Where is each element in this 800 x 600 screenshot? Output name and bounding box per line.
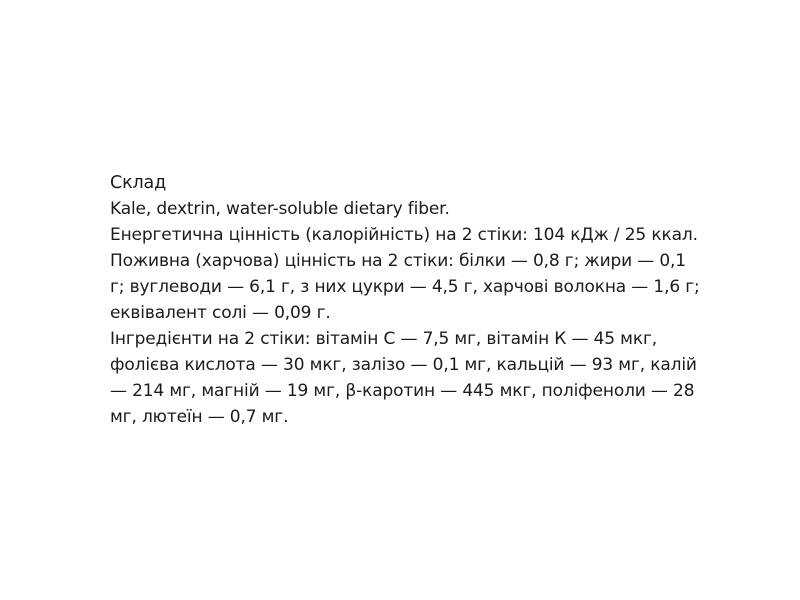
nutrition-line: г; вуглеводи — 6,1 г, з них цукри — 4,5 г, харчові волокна — 1,6 г;	[110, 277, 700, 297]
micronutrients-paragraph	[110, 326, 700, 430]
ingredients-line: Kale, dextrin, water-soluble dietary fiber.	[110, 199, 450, 219]
composition-title: Склад	[110, 173, 167, 193]
micronutrient-line: мг, лютеїн — 0,7 мг.	[110, 407, 289, 427]
micronutrient-line: — 214 мг, магній — 19 мг, β-каротин — 445 мкг, поліфеноли — 28	[110, 381, 695, 401]
nutrition-paragraph	[110, 248, 700, 326]
composition-block	[110, 170, 700, 430]
nutrition-line: еквівалент солі — 0,09 г.	[110, 303, 331, 323]
nutrition-line: Поживна (харчова) цінність на 2 стіки: білки — 0,8 г; жири — 0,1	[110, 251, 686, 271]
micronutrient-line: фолієва кислота — 30 мкг, залізо — 0,1 мг, кальцій — 93 мг, калій	[110, 355, 697, 375]
micronutrient-line: Інгредієнти на 2 стіки: вітамін С — 7,5 мг, вітамін К — 45 мкг,	[110, 329, 657, 349]
energy-value-line: Енергетична цінність (калорійність) на 2 стіки: 104 кДж / 25 ккал.	[110, 225, 698, 245]
